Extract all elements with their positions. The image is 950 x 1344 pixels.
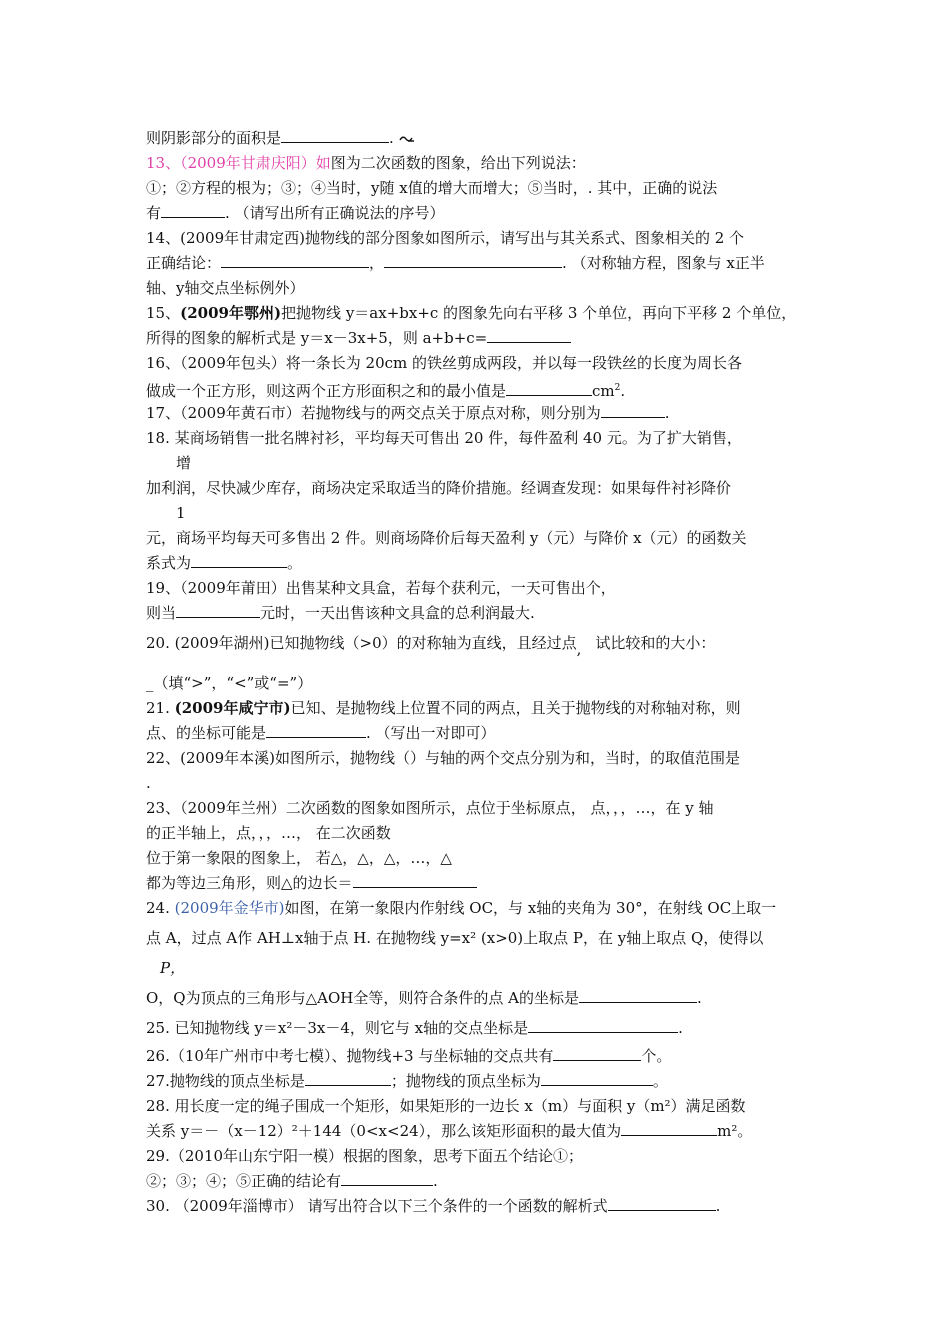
question-17: 17、（2009年黄石市）若抛物线与的两交点关于原点对称，则分别为 .	[146, 404, 670, 422]
answer-blank	[281, 128, 389, 143]
question-15-line2: 所得的图象的解析式是 y＝x－3x+5，则 a+b+c=	[146, 328, 571, 348]
scribble-icon	[399, 134, 415, 144]
question-25: 25. 已知抛物线 y＝x²－3x－4，则它与 x轴的交点坐标是 .	[146, 1019, 683, 1037]
answer-blank	[353, 873, 477, 888]
answer-blank	[305, 1071, 391, 1086]
line-12-tail: 则阴影部分的面积是 .	[146, 128, 415, 148]
answer-blank	[341, 1171, 433, 1186]
question-16-line2: 做成一个正方形，则这两个正方形面积之和的最小值是 $cm^2$.	[146, 382, 626, 400]
question-27: 27.抛物线的顶点坐标是 ；抛物线的顶点坐标为 。	[146, 1072, 668, 1090]
answer-blank	[601, 403, 665, 418]
question-13: 13、（2009年甘肃庆阳）如图为二次函数的图象，给出下列说法：	[146, 154, 586, 172]
question-22-line2: .	[146, 774, 151, 792]
answer-blank	[266, 723, 366, 738]
question-14-line3: 轴、y轴交点坐标例外）	[146, 279, 305, 297]
question-24-fragment: P，	[160, 959, 186, 977]
question-18-line2: 加利润，尽快减少库存，商场决定采取适当的降价措施。经调查发现：如果每件衬衫降价	[146, 479, 732, 497]
question-18: 18. 某商场销售一批名牌衬衫，平均每天可售出 20 件，每件盈利 40 元。为了扩大销售，	[146, 429, 742, 447]
answer-blank	[621, 1121, 717, 1136]
question-21: 21. (2009年咸宁市)已知、是抛物线上位置不同的两点，且关于抛物线的对称轴对称，则	[146, 699, 741, 717]
question-21-line2: 点、的坐标可能是 . （写出一对即可）	[146, 724, 496, 742]
question-24-line2: 点 A，过点 A作 AH⊥x轴于点 H. 在抛物线 y=x² (x>0)上取点 P，在 y轴上取点 Q，使得以	[146, 929, 764, 947]
question-19-line2: 则当 元时，一天出售该种文具盒的总利润最大.	[146, 604, 535, 622]
question-23-line4: 都为等边三角形，则△的边长＝	[146, 873, 477, 893]
answer-blank	[221, 253, 369, 268]
question-18-fragment: 增	[176, 454, 192, 472]
question-20-line2: _（填“>”，“<”或“=”）	[146, 674, 313, 692]
question-19: 19、（2009年莆田）出售某种文具盒，若每个获利元，一天可售出个，	[146, 579, 616, 597]
question-29-line2: ②；③；④；⑤正确的结论有 .	[146, 1172, 438, 1190]
question-13-line2: ①；②方程的根为；③；④当时，y随 x值的增大而增大；⑤当时，. 其中，正确的说法	[146, 179, 718, 197]
answer-blank	[528, 1018, 678, 1033]
question-18-line4: 系式为 。	[146, 554, 303, 572]
question-18-fragment2: 1	[176, 504, 186, 522]
question-23: 23、（2009年兰州）二次函数的图象如图所示，点位于坐标原点， 点，，，…，在 y 轴	[146, 799, 714, 817]
question-15: 15、(2009年鄂州)把抛物线 y＝ax+bx+c 的图象先向右平移 3 个单位，再向下平移 2 个单位，	[146, 304, 797, 322]
answer-blank	[541, 1071, 653, 1086]
question-18-line3: 元，商场平均每天可多售出 2 件。则商场降价后每天盈利 y（元）与降价 x（元）的函数关	[146, 529, 747, 547]
answer-blank	[384, 253, 562, 268]
answer-blank	[506, 381, 592, 396]
question-28: 28. 用长度一定的绳子围成一个矩形，如果矩形的一边长 x（m）与面积 y（m²）满足函数	[146, 1097, 746, 1115]
question-30: 30. （2009年淄博市） 请写出符合以下三个条件的一个函数的解析式 .	[146, 1197, 721, 1215]
question-28-line2: 关系 y＝－（x－12）²＋144（0<x<24），那么该矩形面积的最大值为 m²。	[146, 1122, 753, 1140]
answer-blank	[487, 328, 571, 343]
answer-blank	[579, 988, 697, 1003]
question-16: 16、（2009年包头）将一条长为 20cm 的铁丝剪成两段，并以每一段铁丝的长度为周长各	[146, 354, 743, 372]
question-26: 26.（10年广州市中考七模）、抛物线+3 与坐标轴的交点共有 个。	[146, 1047, 672, 1065]
question-23-line2: 的正半轴上，点，，，…， 在二次函数	[146, 824, 391, 842]
question-20: 20. (2009年湖州)已知抛物线（>0）的对称轴为直线，且经过点, 试比较和的大小：	[146, 634, 716, 658]
answer-blank	[191, 553, 287, 568]
question-24-line3: O，Q为顶点的三角形与△AOH全等，则符合条件的点 A的坐标是 .	[146, 989, 702, 1007]
question-13-line3: 有 . （请写出所有正确说法的序号）	[146, 204, 445, 222]
answer-blank	[161, 203, 225, 218]
question-24: 24. (2009年金华市)如图，在第一象限内作射线 OC，与 x轴的夹角为 30°，在射线 OC上取一	[146, 899, 777, 917]
question-23-line3: 位于第一象限的图象上， 若△，△，△，…，△	[146, 849, 452, 867]
answer-blank	[608, 1196, 716, 1211]
answer-blank	[176, 603, 260, 618]
question-29: 29.（2010年山东宁阳一模）根据的图象，思考下面五个结论①；	[146, 1147, 584, 1165]
answer-blank	[553, 1046, 641, 1061]
question-22: 22、(2009年本溪)如图所示，抛物线（）与轴的两个交点分别为和，当时，的取值范围是	[146, 749, 740, 767]
question-14: 14、(2009年甘肃定西)抛物线的部分图象如图所示，请写出与其关系式、图象相关的 2 个	[146, 229, 745, 247]
question-14-line2: 正确结论： ， . （对称轴方程，图象与 x正半	[146, 254, 765, 272]
